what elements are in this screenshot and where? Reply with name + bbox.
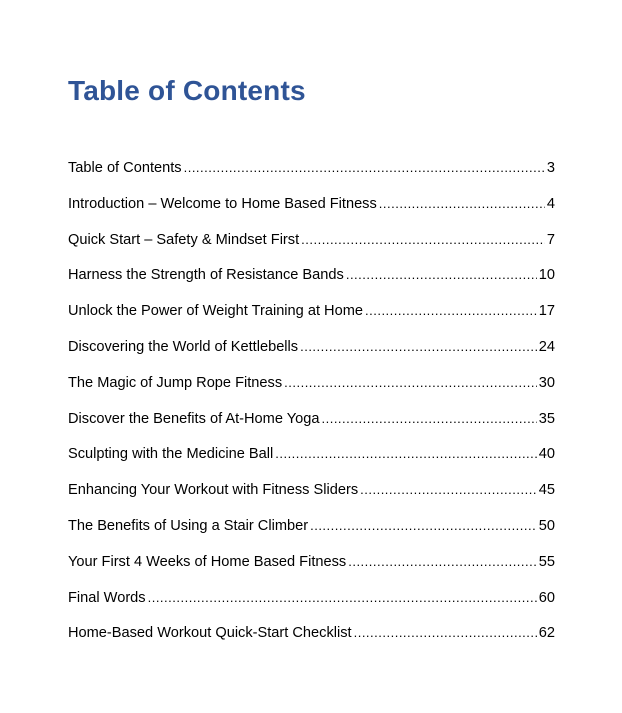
toc-entry-title: Enhancing Your Workout with Fitness Sliders [68, 482, 359, 499]
toc-page-number: 30 [538, 374, 555, 391]
toc-entry-title: Discover the Benefits of At-Home Yoga [68, 410, 320, 427]
toc-list [68, 156, 555, 657]
toc-page-number: 60 [538, 589, 555, 606]
toc-page-number: 10 [538, 267, 555, 284]
toc-dot-leader [348, 550, 537, 574]
toc-dot-leader [301, 228, 545, 252]
toc-entry[interactable] [68, 442, 555, 478]
toc-entry[interactable] [68, 478, 555, 514]
toc-dot-leader [346, 263, 537, 287]
toc-dot-leader [360, 478, 537, 502]
toc-entry[interactable] [68, 550, 555, 586]
toc-dot-leader [300, 335, 537, 359]
toc-page-number: 4 [546, 195, 555, 212]
toc-dot-leader [184, 156, 545, 180]
toc-dot-leader [365, 299, 537, 323]
toc-entry[interactable] [68, 371, 555, 407]
toc-page-number: 45 [538, 482, 555, 499]
toc-page-number: 17 [538, 303, 555, 320]
toc-entry[interactable] [68, 192, 555, 228]
toc-dot-leader [275, 442, 537, 466]
toc-page-number: 24 [538, 338, 555, 355]
toc-entry[interactable] [68, 335, 555, 371]
toc-dot-leader [284, 371, 537, 395]
toc-entry-title: Introduction – Welcome to Home Based Fitness [68, 195, 377, 212]
toc-dot-leader [354, 621, 537, 645]
toc-entry-title: The Benefits of Using a Stair Climber [68, 517, 309, 534]
toc-entry[interactable] [68, 299, 555, 335]
toc-entry[interactable] [68, 263, 555, 299]
toc-page-number: 50 [538, 517, 555, 534]
toc-entry-title: Your First 4 Weeks of Home Based Fitness [68, 553, 347, 570]
page-title: Table of Contents [68, 75, 306, 106]
toc-entry-title: The Magic of Jump Rope Fitness [68, 374, 283, 391]
toc-entry[interactable] [68, 228, 555, 264]
toc-dot-leader [310, 514, 537, 538]
toc-entry-title: Sculpting with the Medicine Ball [68, 446, 274, 463]
toc-dot-leader [379, 192, 545, 216]
toc-page-number: 55 [538, 553, 555, 570]
toc-entry[interactable] [68, 621, 555, 657]
toc-dot-leader [321, 407, 536, 431]
toc-entry-title: Quick Start – Safety & Mindset First [68, 231, 300, 248]
toc-entry-title: Final Words [68, 589, 146, 606]
toc-page-number: 40 [538, 446, 555, 463]
toc-page-number: 7 [546, 231, 555, 248]
toc-entry-title: Table of Contents [68, 160, 182, 176]
toc-entry-title: Unlock the Power of Weight Training at Home [68, 303, 363, 320]
toc-dot-leader [148, 586, 537, 610]
toc-page-number: 3 [546, 160, 555, 176]
toc-entry-title: Home-Based Workout Quick-Start Checklist [68, 625, 352, 642]
toc-entry[interactable] [68, 586, 555, 622]
toc-entry[interactable] [68, 156, 555, 192]
toc-entry-title: Discovering the World of Kettlebells [68, 338, 299, 355]
toc-page-number: 35 [538, 410, 555, 427]
toc-entry[interactable] [68, 514, 555, 550]
toc-page-number: 62 [538, 625, 555, 642]
toc-entry[interactable] [68, 407, 555, 443]
toc-entry-title: Harness the Strength of Resistance Bands [68, 267, 344, 284]
